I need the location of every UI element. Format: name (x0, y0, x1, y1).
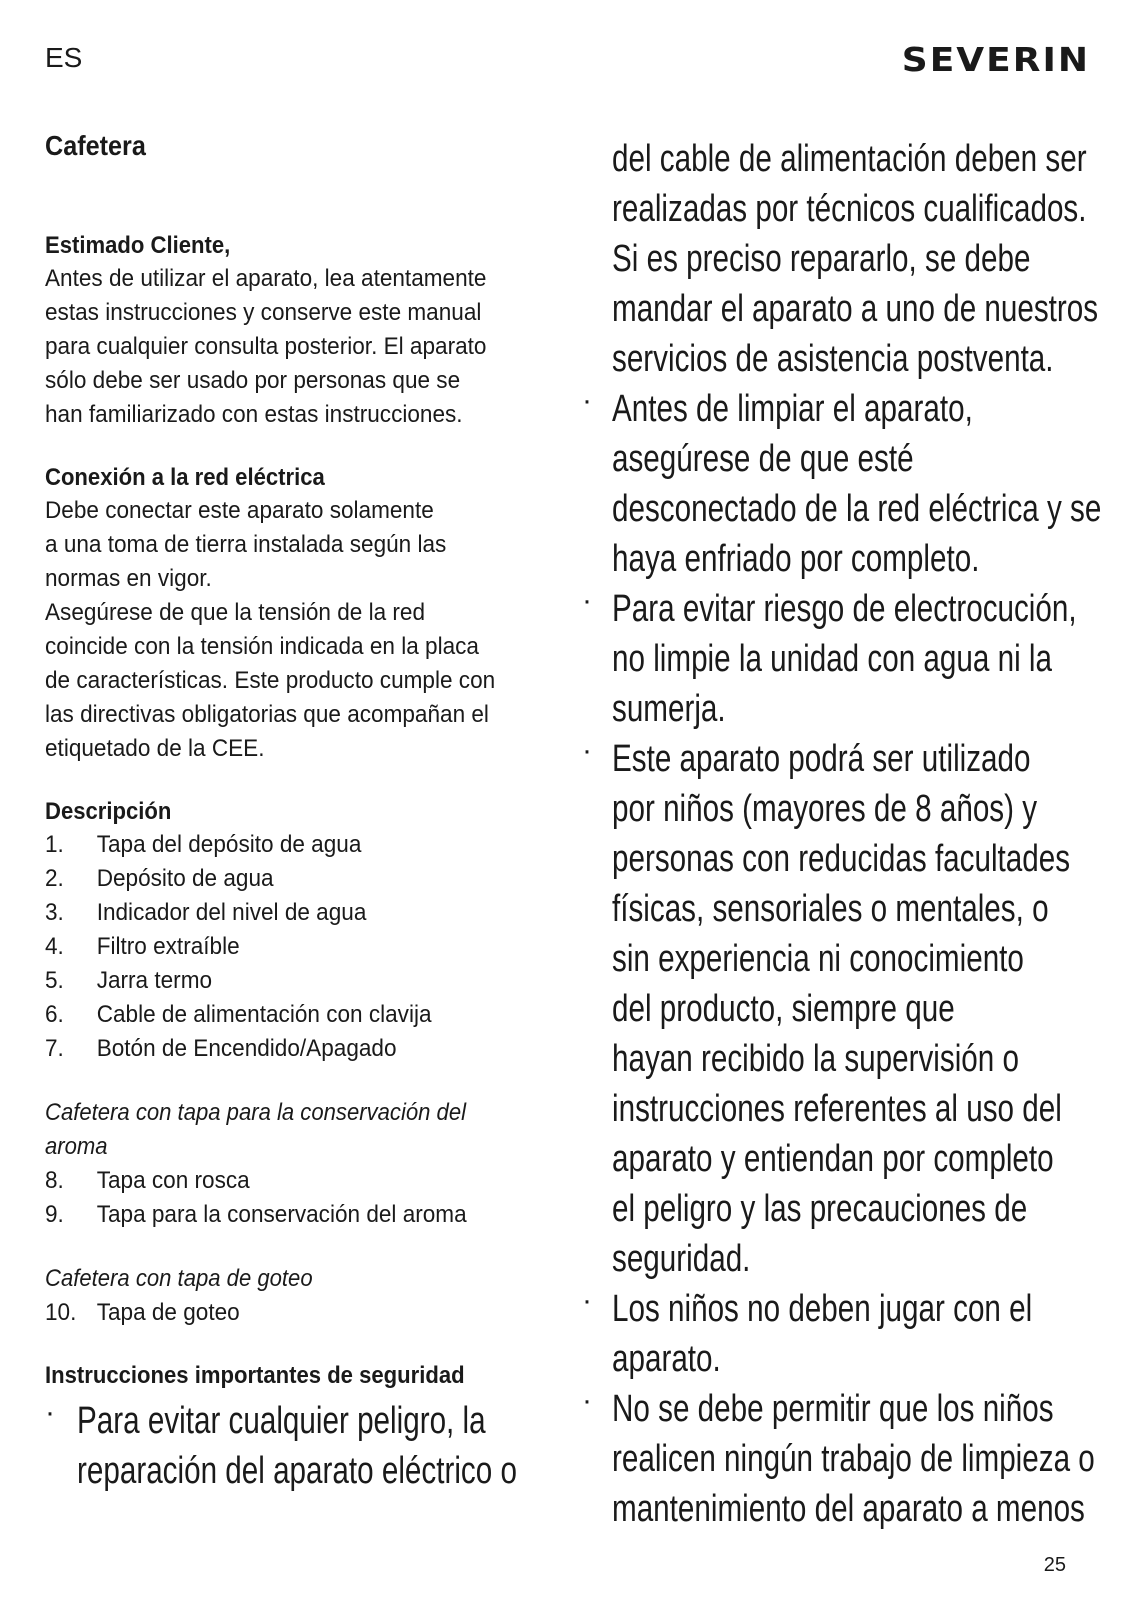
safety-bullet (580, 384, 1100, 584)
text-line: no limpie la unidad con agua ni la (612, 638, 1052, 680)
connection-text (45, 494, 565, 766)
aroma-subheading: Cafetera con tapa para la conservación del (45, 1099, 467, 1126)
left-column (45, 130, 565, 1496)
text-line: servicios de asistencia postventa. (612, 338, 1054, 380)
text-line: aparato y entiendan por completo (612, 1138, 1054, 1180)
bullet-marker: · (45, 1396, 55, 1429)
text-line: por niños (mayores de 8 años) y (612, 788, 1038, 830)
bullet-marker: · (582, 1284, 592, 1317)
page-number: 25 (1043, 1554, 1066, 1576)
text-line: sin experiencia ni conocimiento (612, 938, 1024, 980)
text-line: Debe conectar este aparato solamente (45, 497, 434, 524)
right-column (580, 134, 1100, 1534)
drip-parts-list (45, 1296, 565, 1330)
text-line: el peligro y las precauciones de (612, 1188, 1028, 1230)
text-line: han familiarizado con estas instrucciones. (45, 401, 463, 428)
page-title: Cafetera (45, 130, 146, 161)
text-line: del producto, siempre que (612, 988, 955, 1030)
text-line: Los niños no deben jugar con el (612, 1288, 1033, 1330)
parts-list (45, 828, 565, 1066)
text-line: personas con reducidas facultades (612, 838, 1071, 880)
drip-subheading: Cafetera con tapa de goteo (45, 1265, 313, 1292)
text-line: Antes de limpiar el aparato, (612, 388, 973, 430)
text-line: seguridad. (612, 1238, 751, 1280)
list-item: 4. Filtro extraíble (45, 933, 240, 960)
text-line: haya enfriado por completo. (612, 538, 980, 580)
aroma-subheading-cont: aroma (45, 1133, 108, 1160)
safety-bullet (580, 1384, 1100, 1534)
safety-bullet (580, 1284, 1100, 1384)
bullet-marker: · (582, 384, 592, 417)
greeting-heading: Estimado Cliente, (45, 232, 231, 259)
list-item: 3. Indicador del nivel de agua (45, 899, 367, 926)
text-line: normas en vigor. (45, 565, 212, 592)
text-line: a una toma de tierra instalada según las (45, 531, 447, 558)
bullet-marker: · (582, 1384, 592, 1417)
safety-continuation (580, 134, 1100, 384)
list-item: 2. Depósito de agua (45, 865, 274, 892)
text-line: realicen ningún trabajo de limpieza o (612, 1438, 1095, 1480)
text-line: Para evitar cualquier peligro, la (77, 1400, 486, 1442)
text-line: para cualquier consulta posterior. El aparato (45, 333, 487, 360)
text-line: Para evitar riesgo de electrocución, (612, 588, 1077, 630)
text-line: desconectado de la red eléctrica y se (612, 488, 1102, 530)
text-line: reparación del aparato eléctrico o (77, 1450, 517, 1492)
text-line: de características. Este producto cumple con (45, 667, 496, 694)
description-heading: Descripción (45, 798, 172, 825)
text-line: hayan recibido la supervisión o (612, 1038, 1019, 1080)
text-line: físicas, sensoriales o mentales, o (612, 888, 1049, 930)
text-line: instrucciones referentes al uso del (612, 1088, 1062, 1130)
bullet-marker: · (582, 584, 592, 617)
text-line: No se debe permitir que los niños (612, 1388, 1054, 1430)
list-item: 10. Tapa de goteo (45, 1299, 240, 1326)
text-line: estas instrucciones y conserve este manual (45, 299, 482, 326)
text-line: Antes de utilizar el aparato, lea atentamente (45, 265, 487, 292)
list-item: 7. Botón de Encendido/Apagado (45, 1035, 397, 1062)
greeting-text (45, 262, 565, 432)
text-line: sumerja. (612, 688, 726, 730)
text-line: sólo debe ser usado por personas que se (45, 367, 461, 394)
text-line: mandar el aparato a uno de nuestros (612, 288, 1099, 330)
language-code: ES (45, 42, 83, 73)
text-line: Si es preciso repararlo, se debe (612, 238, 1031, 280)
text-line: Este aparato podrá ser utilizado (612, 738, 1031, 780)
text-line: coincide con la tensión indicada en la placa (45, 633, 479, 660)
list-item: 6. Cable de alimentación con clavija (45, 1001, 432, 1028)
safety-bullet (580, 734, 1100, 1284)
text-line: del cable de alimentación deben ser (612, 138, 1087, 180)
list-item: 9. Tapa para la conservación del aroma (45, 1201, 467, 1228)
aroma-parts-list (45, 1164, 565, 1232)
brand-logo: SEVERIN (901, 41, 1090, 80)
text-line: mantenimiento del aparato a menos (612, 1488, 1085, 1530)
safety-bullet (580, 584, 1100, 734)
text-line: asegúrese de que esté (612, 438, 914, 480)
text-line: las directivas obligatorias que acompañan el (45, 701, 489, 728)
safety-bullet (45, 1396, 565, 1496)
text-line: etiquetado de la CEE. (45, 735, 265, 762)
text-line: realizadas por técnicos cualificados. (612, 188, 1087, 230)
list-item: 8. Tapa con rosca (45, 1167, 250, 1194)
list-item: 1. Tapa del depósito de agua (45, 831, 362, 858)
bullet-marker: · (582, 734, 592, 767)
safety-heading: Instrucciones importantes de seguridad (45, 1362, 465, 1389)
text-line: aparato. (612, 1338, 721, 1380)
list-item: 5. Jarra termo (45, 967, 213, 994)
text-line: Asegúrese de que la tensión de la red (45, 599, 426, 626)
connection-heading: Conexión a la red eléctrica (45, 464, 325, 491)
